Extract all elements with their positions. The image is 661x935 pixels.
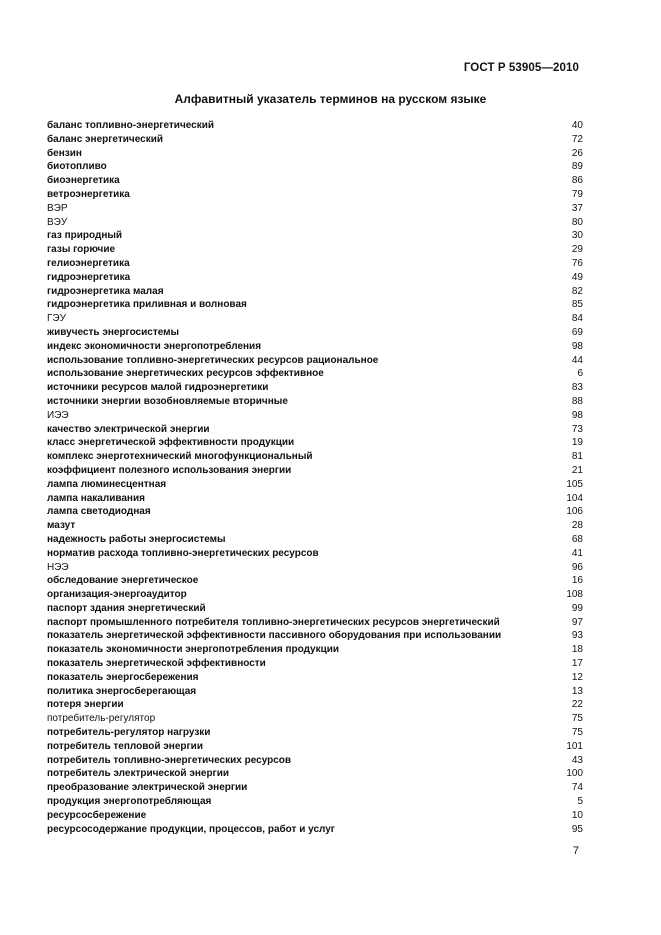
index-entry [47,657,583,671]
index-page-ref: 30 [571,230,583,242]
index-term: качество электрической энергии [47,423,210,435]
index-page-ref: 88 [571,395,583,407]
index-term: политика энергосберегающая [47,685,197,697]
index-entry [47,740,583,754]
index-term: показатель экономичности энергопотребления продукции [47,644,340,656]
index-page-ref: 12 [571,671,583,683]
index-term: лампа светодиодная [47,506,151,518]
index-entry [47,285,583,299]
index-term: газы горючие [47,244,116,256]
term-index [47,119,583,836]
index-term: источники ресурсов малой гидроэнергетики [47,382,269,394]
page-title: Алфавитный указатель терминов на русском языке [174,92,487,106]
index-page-ref: 100 [566,768,583,780]
index-entry [47,464,583,478]
index-term: гидроэнергетика малая [47,285,164,297]
index-term: индекс экономичности энергопотребления [47,340,262,352]
index-term: биоэнергетика [47,175,120,187]
index-page-ref: 72 [571,133,583,145]
index-entry [47,519,583,533]
index-page-ref: 43 [571,754,583,766]
index-term: показатель энергосбережения [47,671,199,683]
index-entry [47,754,583,768]
index-page-ref: 83 [571,382,583,394]
index-entry [47,450,583,464]
index-page-ref: 89 [571,161,583,173]
index-term: баланс энергетический [47,133,164,145]
index-entry [47,561,583,575]
index-entry [47,726,583,740]
index-page-ref: 16 [571,575,583,587]
index-entry [47,381,583,395]
index-entry [47,823,583,837]
index-entry [47,781,583,795]
index-entry [47,478,583,492]
index-page-ref: 22 [571,699,583,711]
index-entry [47,160,583,174]
index-entry [47,395,583,409]
index-page-ref: 21 [571,464,583,476]
index-entry [47,271,583,285]
index-entry [47,588,583,602]
index-entry [47,436,583,450]
index-page-ref: 105 [566,478,583,490]
index-entry [47,133,583,147]
index-page-ref: 106 [566,506,583,518]
index-term: обследование энергетическое [47,575,199,587]
index-page-ref: 44 [571,354,583,366]
index-entry [47,243,583,257]
index-term: паспорт здания энергетический [47,602,206,614]
index-page-ref: 81 [571,451,583,463]
index-page-ref: 75 [571,713,583,725]
index-page-ref: 49 [571,271,583,283]
index-term: потребитель-регулятор [47,713,156,725]
index-entry [47,643,583,657]
index-term: ресурсосодержание продукции, процессов, работ и услуг [47,823,335,835]
index-entry [47,492,583,506]
index-page-ref: 97 [571,616,583,628]
index-page-ref: 96 [571,561,583,573]
index-term: мазут [47,520,76,532]
index-entry [47,340,583,354]
index-entry [47,685,583,699]
index-term: коэффициент полезного использования энергии [47,464,292,476]
index-page-ref: 18 [571,644,583,656]
index-page-ref: 75 [571,727,583,739]
index-term: класс энергетической эффективности продукции [47,437,295,449]
index-page-ref: 19 [571,437,583,449]
index-page-ref: 80 [571,216,583,228]
index-entry [47,257,583,271]
index-term: лампа накаливания [47,492,145,504]
index-term: паспорт промышленного потребителя топливно-энергетических ресурсов энергетический [47,616,500,628]
index-page-ref: 74 [571,782,583,794]
index-page-ref: 17 [571,658,583,670]
index-entry [47,119,583,133]
index-page-ref: 108 [566,589,583,601]
index-entry [47,326,583,340]
index-term: гидроэнергетика [47,271,131,283]
index-term: ВЭР [47,202,68,214]
index-term: живучесть энергосистемы [47,326,180,338]
index-term: использование энергетических ресурсов эффективное [47,368,324,380]
index-term: надежность работы энергосистемы [47,533,226,545]
index-page-ref: 29 [571,244,583,256]
index-page-ref: 76 [571,257,583,269]
index-page-ref: 26 [571,147,583,159]
index-entry [47,188,583,202]
index-entry [47,629,583,643]
index-page-ref: 98 [571,409,583,421]
index-term: показатель энергетической эффективности [47,658,266,670]
index-entry [47,505,583,519]
index-page-ref: 98 [571,340,583,352]
index-page-ref: 95 [571,823,583,835]
index-entry [47,547,583,561]
index-entry [47,712,583,726]
index-term: использование топливно-энергетических ресурсов рациональное [47,354,379,366]
index-page-ref: 68 [571,533,583,545]
index-term: биотопливо [47,161,107,173]
index-entry [47,423,583,437]
index-page-ref: 85 [571,299,583,311]
index-term: продукция энергопотребляющая [47,796,212,808]
index-entry [47,147,583,161]
index-page-ref: 93 [571,630,583,642]
index-entry [47,367,583,381]
index-entry [47,174,583,188]
index-entry [47,216,583,230]
index-page-ref: 28 [571,520,583,532]
index-entry [47,671,583,685]
index-entry [47,602,583,616]
index-term: гидроэнергетика приливная и волновая [47,299,247,311]
index-term: ГЭУ [47,313,66,325]
index-page-ref: 101 [566,740,583,752]
index-term: потребитель тепловой энергии [47,740,203,752]
index-entry [47,809,583,823]
index-page-ref: 82 [571,285,583,297]
index-entry [47,795,583,809]
index-term: потребитель электрической энергии [47,768,230,780]
index-term: ИЭЭ [47,409,69,421]
index-term: преобразование электрической энергии [47,782,248,794]
index-page-ref: 73 [571,423,583,435]
index-page-ref: 104 [566,492,583,504]
index-page-ref: 99 [571,602,583,614]
index-page-ref: 10 [571,809,583,821]
index-term: баланс топливно-энергетический [47,120,215,131]
index-term: бензин [47,147,82,159]
page-number: 7 [572,845,579,857]
index-entry [47,409,583,423]
index-page-ref: 13 [571,685,583,697]
index-entry [47,698,583,712]
index-term: ВЭУ [47,216,68,228]
index-entry [47,298,583,312]
index-page-ref: 84 [571,313,583,325]
index-page-ref: 79 [571,188,583,200]
index-page-ref: 5 [577,796,583,808]
index-term: НЭЭ [47,561,69,573]
index-term: потребитель-регулятор нагрузки [47,727,211,739]
index-entry [47,574,583,588]
index-term: потеря энергии [47,699,124,711]
index-entry [47,312,583,326]
index-entry [47,202,583,216]
index-term: организация-энергоаудитор [47,589,187,601]
index-page-ref: 37 [571,202,583,214]
index-term: комплекс энерготехнический многофункциональный [47,451,313,463]
index-entry [47,767,583,781]
index-term: норматив расхода топливно-энергетических ресурсов [47,547,319,559]
index-term: ветроэнергетика [47,188,130,200]
index-entry [47,354,583,368]
index-page-ref: 40 [571,120,583,131]
index-term: источники энергии возобновляемые вторичные [47,395,288,407]
index-term: показатель энергетической эффективности пассивного оборудования при использовании [47,630,502,642]
standard-designation: ГОСТ Р 53905—2010 [463,62,579,74]
index-page-ref: 41 [571,547,583,559]
index-term: гелиоэнергетика [47,257,130,269]
index-page-ref: 69 [571,326,583,338]
index-page-ref: 6 [577,368,583,380]
index-entry [47,229,583,243]
index-entry [47,616,583,630]
index-term: ресурсосбережение [47,809,147,821]
index-term: лампа люминесцентная [47,478,167,490]
index-term: газ природный [47,230,123,242]
index-term: потребитель топливно-энергетических ресурсов [47,754,292,766]
index-page-ref: 86 [571,175,583,187]
index-entry [47,533,583,547]
